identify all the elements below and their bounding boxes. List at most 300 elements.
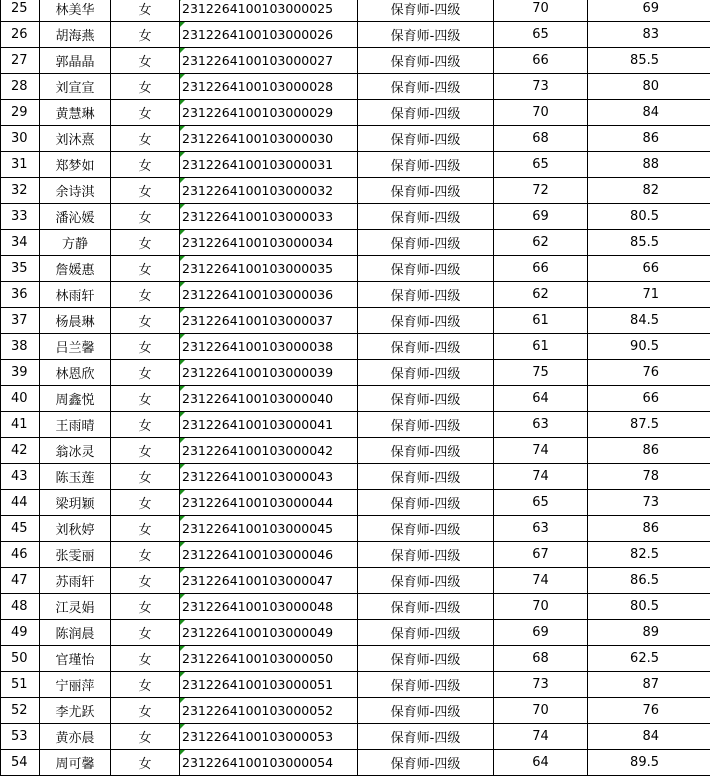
occupation-level-cell[interactable]: 保育师-四级 xyxy=(358,438,494,464)
text-format-marker-icon xyxy=(180,126,185,131)
text-format-marker-icon xyxy=(180,438,185,443)
id-number-text: 2312264100103000051 xyxy=(182,677,334,692)
text-format-marker-icon xyxy=(180,152,185,157)
score-1-cell[interactable]: 74 xyxy=(494,724,588,750)
name-cell[interactable]: 张雯丽 xyxy=(40,542,111,568)
text-format-marker-icon xyxy=(180,230,185,235)
score-2-cell[interactable]: 85.5 xyxy=(588,48,710,74)
name-cell[interactable]: 李尤跃 xyxy=(40,698,111,724)
table-row xyxy=(1,126,710,152)
row-number-cell[interactable]: 46 xyxy=(1,542,40,568)
score-1-cell[interactable]: 69 xyxy=(494,620,588,646)
name-cell[interactable]: 王雨晴 xyxy=(40,412,111,438)
gender-cell[interactable]: 女 xyxy=(111,22,180,48)
name-cell[interactable]: 梁玥颖 xyxy=(40,490,111,516)
table-row xyxy=(1,672,710,698)
table-row xyxy=(1,698,710,724)
row-number-cell[interactable]: 38 xyxy=(1,334,40,360)
score-2-cell[interactable]: 88 xyxy=(588,152,710,178)
occupation-level-cell[interactable]: 保育师-四级 xyxy=(358,542,494,568)
id-number-cell[interactable] xyxy=(180,22,358,48)
name-cell[interactable]: 江灵娟 xyxy=(40,594,111,620)
text-format-marker-icon xyxy=(180,178,185,183)
id-number-cell[interactable] xyxy=(180,282,358,308)
name-cell[interactable]: 胡海燕 xyxy=(40,22,111,48)
occupation-level-cell[interactable]: 保育师-四级 xyxy=(358,100,494,126)
text-format-marker-icon xyxy=(180,490,185,495)
name-cell[interactable]: 林美华 xyxy=(40,0,111,22)
occupation-level-cell[interactable]: 保育师-四级 xyxy=(358,48,494,74)
id-number-text: 2312264100103000037 xyxy=(182,313,334,328)
name-cell[interactable]: 周鑫悦 xyxy=(40,386,111,412)
id-number-text: 2312264100103000042 xyxy=(182,443,334,458)
id-number-cell[interactable] xyxy=(180,412,358,438)
score-1-cell[interactable]: 69 xyxy=(494,204,588,230)
score-2-cell[interactable]: 86 xyxy=(588,126,710,152)
score-1-cell[interactable]: 73 xyxy=(494,672,588,698)
text-format-marker-icon xyxy=(180,724,185,729)
id-number-text: 2312264100103000053 xyxy=(182,729,334,744)
name-cell[interactable]: 翁冰灵 xyxy=(40,438,111,464)
name-cell[interactable]: 官瑾怡 xyxy=(40,646,111,672)
id-number-text: 2312264100103000043 xyxy=(182,469,334,484)
occupation-level-cell[interactable]: 保育师-四级 xyxy=(358,490,494,516)
text-format-marker-icon xyxy=(180,568,185,573)
gender-cell[interactable]: 女 xyxy=(111,308,180,334)
name-cell[interactable]: 刘沐熹 xyxy=(40,126,111,152)
id-number-cell[interactable] xyxy=(180,230,358,256)
name-cell[interactable]: 周可馨 xyxy=(40,750,111,776)
score-2-cell[interactable]: 85.5 xyxy=(588,230,710,256)
name-cell[interactable]: 黄慧琳 xyxy=(40,100,111,126)
id-number-cell[interactable] xyxy=(180,386,358,412)
row-number-cell[interactable]: 31 xyxy=(1,152,40,178)
gender-cell[interactable]: 女 xyxy=(111,256,180,282)
gender-cell[interactable]: 女 xyxy=(111,74,180,100)
gender-cell[interactable]: 女 xyxy=(111,698,180,724)
table-row xyxy=(1,594,710,620)
text-format-marker-icon xyxy=(180,412,185,417)
occupation-level-cell[interactable]: 保育师-四级 xyxy=(358,412,494,438)
row-number-cell[interactable]: 54 xyxy=(1,750,40,776)
text-format-marker-icon xyxy=(180,74,185,79)
gender-cell[interactable]: 女 xyxy=(111,568,180,594)
table-row xyxy=(1,646,710,672)
row-number-cell[interactable]: 30 xyxy=(1,126,40,152)
text-format-marker-icon xyxy=(180,620,185,625)
occupation-level-cell[interactable]: 保育师-四级 xyxy=(358,386,494,412)
id-number-cell[interactable] xyxy=(180,48,358,74)
row-number-cell[interactable]: 26 xyxy=(1,22,40,48)
score-2-cell[interactable]: 66 xyxy=(588,386,710,412)
id-number-cell[interactable] xyxy=(180,464,358,490)
id-number-cell[interactable] xyxy=(180,542,358,568)
score-2-cell[interactable]: 84 xyxy=(588,724,710,750)
row-number-cell[interactable]: 29 xyxy=(1,100,40,126)
row-number-cell[interactable]: 39 xyxy=(1,360,40,386)
id-number-cell[interactable] xyxy=(180,100,358,126)
row-number-cell[interactable]: 36 xyxy=(1,282,40,308)
row-number-cell[interactable]: 50 xyxy=(1,646,40,672)
gender-cell[interactable]: 女 xyxy=(111,672,180,698)
text-format-marker-icon xyxy=(180,334,185,339)
score-2-cell[interactable]: 86.5 xyxy=(588,568,710,594)
score-1-cell[interactable]: 65 xyxy=(494,490,588,516)
name-cell[interactable]: 余诗淇 xyxy=(40,178,111,204)
gender-cell[interactable]: 女 xyxy=(111,334,180,360)
name-cell[interactable]: 黄亦晨 xyxy=(40,724,111,750)
table-row xyxy=(1,464,710,490)
id-number-text: 2312264100103000041 xyxy=(182,417,334,432)
table-row xyxy=(1,178,710,204)
row-number-cell[interactable]: 28 xyxy=(1,74,40,100)
row-number-cell[interactable]: 45 xyxy=(1,516,40,542)
row-number-cell[interactable]: 27 xyxy=(1,48,40,74)
text-format-marker-icon xyxy=(180,100,185,105)
name-cell[interactable]: 苏雨轩 xyxy=(40,568,111,594)
text-format-marker-icon xyxy=(180,308,185,313)
id-number-cell[interactable] xyxy=(180,646,358,672)
score-2-cell[interactable]: 82 xyxy=(588,178,710,204)
row-number-cell[interactable]: 49 xyxy=(1,620,40,646)
score-2-cell[interactable]: 82.5 xyxy=(588,542,710,568)
score-2-cell[interactable]: 80.5 xyxy=(588,594,710,620)
name-cell[interactable]: 林恩欣 xyxy=(40,360,111,386)
text-format-marker-icon xyxy=(180,256,185,261)
occupation-level-cell[interactable]: 保育师-四级 xyxy=(358,256,494,282)
occupation-level-cell[interactable]: 保育师-四级 xyxy=(358,308,494,334)
score-2-cell[interactable]: 87.5 xyxy=(588,412,710,438)
gender-cell[interactable]: 女 xyxy=(111,386,180,412)
row-number-cell[interactable]: 53 xyxy=(1,724,40,750)
score-2-cell[interactable]: 80.5 xyxy=(588,204,710,230)
gender-cell[interactable]: 女 xyxy=(111,438,180,464)
id-number-text: 2312264100103000052 xyxy=(182,703,334,718)
table-row xyxy=(1,74,710,100)
score-1-cell[interactable]: 74 xyxy=(494,464,588,490)
table-row xyxy=(1,152,710,178)
name-cell[interactable]: 刘秋婷 xyxy=(40,516,111,542)
text-format-marker-icon xyxy=(180,0,185,1)
score-1-cell[interactable]: 68 xyxy=(494,126,588,152)
score-1-cell[interactable]: 61 xyxy=(494,334,588,360)
occupation-level-cell[interactable]: 保育师-四级 xyxy=(358,282,494,308)
id-number-text: 2312264100103000036 xyxy=(182,287,334,302)
score-1-cell[interactable]: 73 xyxy=(494,74,588,100)
text-format-marker-icon xyxy=(180,282,185,287)
text-format-marker-icon xyxy=(180,672,185,677)
score-2-cell[interactable]: 86 xyxy=(588,438,710,464)
occupation-level-cell[interactable]: 保育师-四级 xyxy=(358,22,494,48)
id-number-cell[interactable] xyxy=(180,74,358,100)
name-cell[interactable]: 宁丽萍 xyxy=(40,672,111,698)
score-2-cell[interactable]: 83 xyxy=(588,22,710,48)
occupation-level-cell[interactable]: 保育师-四级 xyxy=(358,516,494,542)
id-number-cell[interactable] xyxy=(180,308,358,334)
table-row xyxy=(1,386,710,412)
table-row xyxy=(1,490,710,516)
score-1-cell[interactable]: 70 xyxy=(494,594,588,620)
occupation-level-cell[interactable]: 保育师-四级 xyxy=(358,594,494,620)
id-number-cell[interactable] xyxy=(180,204,358,230)
id-number-text: 2312264100103000049 xyxy=(182,625,334,640)
id-number-text: 2312264100103000038 xyxy=(182,339,334,354)
score-2-cell[interactable]: 84.5 xyxy=(588,308,710,334)
gender-cell[interactable]: 女 xyxy=(111,594,180,620)
table-row xyxy=(1,22,710,48)
name-cell[interactable]: 杨晨琳 xyxy=(40,308,111,334)
score-2-cell[interactable]: 62.5 xyxy=(588,646,710,672)
text-format-marker-icon xyxy=(180,48,185,53)
score-1-cell[interactable]: 72 xyxy=(494,178,588,204)
id-number-cell[interactable] xyxy=(180,152,358,178)
name-cell[interactable]: 郭晶晶 xyxy=(40,48,111,74)
occupation-level-cell[interactable]: 保育师-四级 xyxy=(358,152,494,178)
score-2-cell[interactable]: 76 xyxy=(588,360,710,386)
table-row xyxy=(1,256,710,282)
score-2-cell[interactable]: 80 xyxy=(588,74,710,100)
text-format-marker-icon xyxy=(180,594,185,599)
table-row xyxy=(1,230,710,256)
id-number-cell[interactable] xyxy=(180,620,358,646)
table-row xyxy=(1,334,710,360)
score-1-cell[interactable]: 63 xyxy=(494,412,588,438)
row-number-cell[interactable]: 44 xyxy=(1,490,40,516)
id-number-text: 2312264100103000048 xyxy=(182,599,334,614)
id-number-text: 2312264100103000050 xyxy=(182,651,334,666)
score-1-cell[interactable]: 65 xyxy=(494,152,588,178)
score-2-cell[interactable]: 69 xyxy=(588,0,710,22)
gender-cell[interactable]: 女 xyxy=(111,126,180,152)
score-2-cell[interactable]: 66 xyxy=(588,256,710,282)
id-number-text: 2312264100103000035 xyxy=(182,261,334,276)
gender-cell[interactable]: 女 xyxy=(111,724,180,750)
text-format-marker-icon xyxy=(180,646,185,651)
gender-cell[interactable]: 女 xyxy=(111,100,180,126)
occupation-level-cell[interactable]: 保育师-四级 xyxy=(358,750,494,776)
id-number-text: 2312264100103000028 xyxy=(182,79,334,94)
id-number-cell[interactable] xyxy=(180,516,358,542)
row-number-cell[interactable]: 32 xyxy=(1,178,40,204)
row-number-cell[interactable]: 37 xyxy=(1,308,40,334)
gender-cell[interactable]: 女 xyxy=(111,230,180,256)
name-cell[interactable]: 陈玉莲 xyxy=(40,464,111,490)
score-1-cell[interactable]: 65 xyxy=(494,22,588,48)
id-number-cell[interactable] xyxy=(180,490,358,516)
occupation-level-cell[interactable]: 保育师-四级 xyxy=(358,204,494,230)
id-number-cell[interactable] xyxy=(180,126,358,152)
occupation-level-cell[interactable]: 保育师-四级 xyxy=(358,0,494,22)
row-number-cell[interactable]: 48 xyxy=(1,594,40,620)
gender-cell[interactable]: 女 xyxy=(111,178,180,204)
gender-cell[interactable]: 女 xyxy=(111,516,180,542)
row-number-cell[interactable]: 41 xyxy=(1,412,40,438)
occupation-level-cell[interactable]: 保育师-四级 xyxy=(358,230,494,256)
score-1-cell[interactable]: 67 xyxy=(494,542,588,568)
table-row xyxy=(1,282,710,308)
score-2-cell[interactable]: 87 xyxy=(588,672,710,698)
score-1-cell[interactable]: 64 xyxy=(494,750,588,776)
row-number-cell[interactable]: 33 xyxy=(1,204,40,230)
score-1-cell[interactable]: 70 xyxy=(494,698,588,724)
id-number-text: 2312264100103000033 xyxy=(182,209,334,224)
gender-cell[interactable]: 女 xyxy=(111,204,180,230)
score-1-cell[interactable]: 64 xyxy=(494,386,588,412)
score-2-cell[interactable]: 73 xyxy=(588,490,710,516)
text-format-marker-icon xyxy=(180,542,185,547)
gender-cell[interactable]: 女 xyxy=(111,152,180,178)
gender-cell[interactable]: 女 xyxy=(111,542,180,568)
gender-cell[interactable]: 女 xyxy=(111,282,180,308)
table-row xyxy=(1,308,710,334)
gender-cell[interactable]: 女 xyxy=(111,0,180,22)
id-number-text: 2312264100103000040 xyxy=(182,391,334,406)
id-number-cell[interactable] xyxy=(180,724,358,750)
score-1-cell[interactable]: 75 xyxy=(494,360,588,386)
row-number-cell[interactable]: 51 xyxy=(1,672,40,698)
row-number-cell[interactable]: 43 xyxy=(1,464,40,490)
row-number-cell[interactable]: 34 xyxy=(1,230,40,256)
table-row xyxy=(1,542,710,568)
table-row xyxy=(1,568,710,594)
score-1-cell[interactable]: 61 xyxy=(494,308,588,334)
score-1-cell[interactable]: 66 xyxy=(494,48,588,74)
occupation-level-cell[interactable]: 保育师-四级 xyxy=(358,74,494,100)
id-number-text: 2312264100103000029 xyxy=(182,105,334,120)
gender-cell[interactable]: 女 xyxy=(111,646,180,672)
id-number-text: 2312264100103000027 xyxy=(182,53,334,68)
score-2-cell[interactable]: 84 xyxy=(588,100,710,126)
id-number-text: 2312264100103000034 xyxy=(182,235,334,250)
occupation-level-cell[interactable]: 保育师-四级 xyxy=(358,178,494,204)
table-row xyxy=(1,620,710,646)
id-number-cell[interactable] xyxy=(180,178,358,204)
name-cell[interactable]: 潘沁媛 xyxy=(40,204,111,230)
score-2-cell[interactable]: 71 xyxy=(588,282,710,308)
id-number-text: 2312264100103000047 xyxy=(182,573,334,588)
occupation-level-cell[interactable]: 保育师-四级 xyxy=(358,698,494,724)
name-cell[interactable]: 詹媛惠 xyxy=(40,256,111,282)
table-row xyxy=(1,724,710,750)
id-number-cell[interactable] xyxy=(180,698,358,724)
gender-cell[interactable]: 女 xyxy=(111,620,180,646)
table-row xyxy=(1,360,710,386)
text-format-marker-icon xyxy=(180,22,185,27)
table-row xyxy=(1,412,710,438)
id-number-cell[interactable] xyxy=(180,672,358,698)
score-1-cell[interactable]: 74 xyxy=(494,438,588,464)
id-number-cell[interactable] xyxy=(180,360,358,386)
text-format-marker-icon xyxy=(180,464,185,469)
gender-cell[interactable]: 女 xyxy=(111,490,180,516)
score-2-cell[interactable]: 76 xyxy=(588,698,710,724)
text-format-marker-icon xyxy=(180,516,185,521)
occupation-level-cell[interactable]: 保育师-四级 xyxy=(358,646,494,672)
occupation-level-cell[interactable]: 保育师-四级 xyxy=(358,334,494,360)
occupation-level-cell[interactable]: 保育师-四级 xyxy=(358,724,494,750)
table-row xyxy=(1,204,710,230)
id-number-cell[interactable] xyxy=(180,256,358,282)
id-number-text: 2312264100103000046 xyxy=(182,547,334,562)
gender-cell[interactable]: 女 xyxy=(111,412,180,438)
table-body xyxy=(1,0,710,776)
row-number-cell[interactable]: 52 xyxy=(1,698,40,724)
id-number-cell[interactable] xyxy=(180,0,358,22)
score-1-cell[interactable]: 62 xyxy=(494,282,588,308)
score-2-cell[interactable]: 78 xyxy=(588,464,710,490)
score-1-cell[interactable]: 70 xyxy=(494,0,588,22)
occupation-level-cell[interactable]: 保育师-四级 xyxy=(358,126,494,152)
id-number-text: 2312264100103000026 xyxy=(182,27,334,42)
score-2-cell[interactable]: 86 xyxy=(588,516,710,542)
gender-cell[interactable]: 女 xyxy=(111,750,180,776)
gender-cell[interactable]: 女 xyxy=(111,464,180,490)
table-row xyxy=(1,438,710,464)
gender-cell[interactable]: 女 xyxy=(111,360,180,386)
row-number-cell[interactable]: 40 xyxy=(1,386,40,412)
score-1-cell[interactable]: 66 xyxy=(494,256,588,282)
table-row xyxy=(1,0,710,22)
score-1-cell[interactable]: 70 xyxy=(494,100,588,126)
id-number-text: 2312264100103000030 xyxy=(182,131,334,146)
id-number-text: 2312264100103000039 xyxy=(182,365,334,380)
text-format-marker-icon xyxy=(180,386,185,391)
gender-cell[interactable]: 女 xyxy=(111,48,180,74)
table-row xyxy=(1,48,710,74)
score-1-cell[interactable]: 74 xyxy=(494,568,588,594)
row-number-cell[interactable]: 47 xyxy=(1,568,40,594)
score-2-cell[interactable]: 89 xyxy=(588,620,710,646)
id-number-cell[interactable] xyxy=(180,568,358,594)
id-number-text: 2312264100103000025 xyxy=(182,1,334,16)
occupation-level-cell[interactable]: 保育师-四级 xyxy=(358,620,494,646)
occupation-level-cell[interactable]: 保育师-四级 xyxy=(358,568,494,594)
table-row xyxy=(1,750,710,776)
score-1-cell[interactable]: 62 xyxy=(494,230,588,256)
score-1-cell[interactable]: 68 xyxy=(494,646,588,672)
id-number-cell[interactable] xyxy=(180,594,358,620)
score-1-cell[interactable]: 63 xyxy=(494,516,588,542)
score-2-cell[interactable]: 89.5 xyxy=(588,750,710,776)
id-number-text: 2312264100103000031 xyxy=(182,157,334,172)
text-format-marker-icon xyxy=(180,750,185,755)
row-number-cell[interactable]: 35 xyxy=(1,256,40,282)
row-number-cell[interactable]: 25 xyxy=(1,0,40,22)
name-cell[interactable]: 林雨轩 xyxy=(40,282,111,308)
table-row xyxy=(1,100,710,126)
name-cell[interactable]: 陈润晨 xyxy=(40,620,111,646)
id-number-text: 2312264100103000032 xyxy=(182,183,334,198)
id-number-cell[interactable] xyxy=(180,334,358,360)
id-number-text: 2312264100103000045 xyxy=(182,521,334,536)
id-number-text: 2312264100103000054 xyxy=(182,755,334,770)
text-format-marker-icon xyxy=(180,360,185,365)
name-cell[interactable]: 方静 xyxy=(40,230,111,256)
name-cell[interactable]: 吕兰馨 xyxy=(40,334,111,360)
occupation-level-cell[interactable]: 保育师-四级 xyxy=(358,464,494,490)
table-row xyxy=(1,516,710,542)
occupation-level-cell[interactable]: 保育师-四级 xyxy=(358,672,494,698)
id-number-cell[interactable] xyxy=(180,438,358,464)
text-format-marker-icon xyxy=(180,204,185,209)
id-number-cell[interactable] xyxy=(180,750,358,776)
name-cell[interactable]: 郑梦如 xyxy=(40,152,111,178)
text-format-marker-icon xyxy=(180,698,185,703)
score-2-cell[interactable]: 90.5 xyxy=(588,334,710,360)
name-cell[interactable]: 刘宣宣 xyxy=(40,74,111,100)
row-number-cell[interactable]: 42 xyxy=(1,438,40,464)
occupation-level-cell[interactable]: 保育师-四级 xyxy=(358,360,494,386)
